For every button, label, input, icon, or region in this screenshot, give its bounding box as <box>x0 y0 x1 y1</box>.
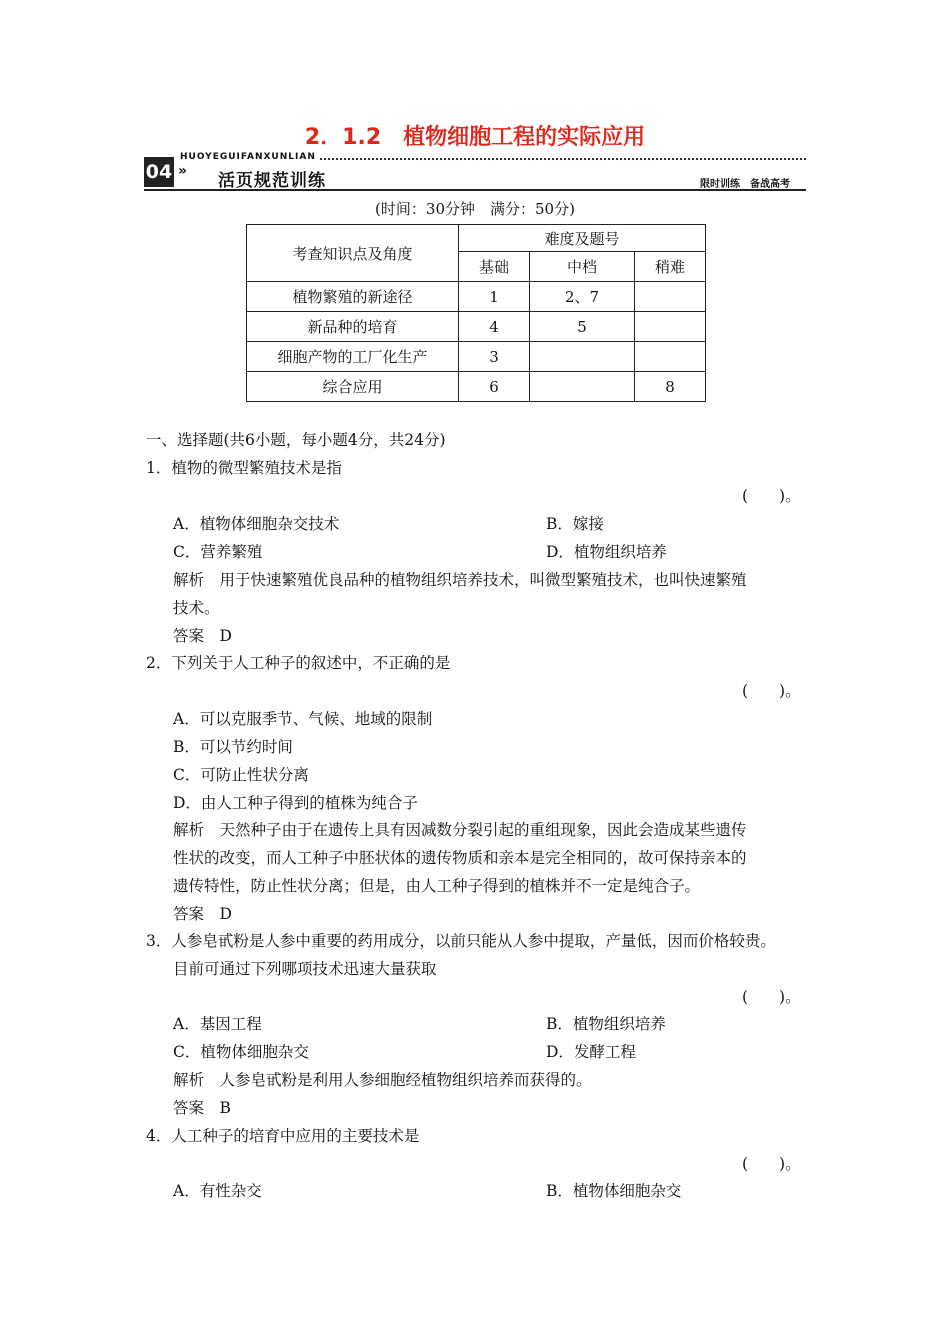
q1-answer: 答案 D <box>173 627 232 645</box>
table-cell-basic: 6 <box>459 372 530 402</box>
q2-answer: 答案 D <box>173 905 232 923</box>
table-row <box>247 342 706 372</box>
q4-option-a: A．有性杂交 <box>173 1182 262 1200</box>
table-cell-medium <box>530 342 635 372</box>
q3-option-c: C．植物体细胞杂交 <box>173 1043 309 1061</box>
banner-slogan: 限时训练 备战高考 <box>700 179 790 190</box>
q3-option-a: A．基因工程 <box>173 1015 262 1033</box>
q1-option-a: A．植物体细胞杂交技术 <box>173 515 340 533</box>
q2-option-b: B．可以节约时间 <box>173 738 293 756</box>
table-cell-topic: 综合应用 <box>247 372 459 402</box>
q4-option-b: B．植物体细胞杂交 <box>546 1182 682 1200</box>
section-title: 一、选择题(共6小题，每小题4分，共24分) <box>146 431 446 449</box>
subheader-basic: 基础 <box>459 252 530 282</box>
subheader-medium: 中档 <box>530 252 635 282</box>
header-difficulty: 难度及题号 <box>459 225 706 252</box>
page-title: 2．1.2 植物细胞工程的实际应用 <box>304 125 646 150</box>
q3-stem: 3．人参皂甙粉是人参中重要的药用成分，以前只能从人参中提取，产量低，因而价格较贵。 <box>146 932 776 950</box>
q2-answer-blank: ( )。 <box>742 682 801 700</box>
q3-answer: 答案 B <box>173 1099 231 1117</box>
banner-number: 04 <box>144 157 174 187</box>
table-cell-basic: 1 <box>459 282 530 312</box>
q3-option-d: D．发酵工程 <box>546 1043 636 1061</box>
banner-dotted-rule <box>320 158 806 160</box>
subheader-hard: 稍难 <box>635 252 706 282</box>
table-cell-medium: 2、7 <box>530 282 635 312</box>
time-score-info: (时间：30分钟 满分：50分) <box>375 200 575 218</box>
q2-analysis-cont: 性状的改变，而人工种子中胚状体的遗传物质和亲本是完全相同的，故可保持亲本的 <box>173 849 747 867</box>
q3-stem-cont: 目前可通过下列哪项技术迅速大量获取 <box>173 960 437 978</box>
banner-arrow-icon: » <box>178 163 188 179</box>
table-cell-basic: 4 <box>459 312 530 342</box>
table-row <box>247 282 706 312</box>
banner-rule <box>144 189 806 191</box>
table-cell-hard <box>635 312 706 342</box>
header-topic: 考查知识点及角度 <box>247 225 459 282</box>
q2-analysis: 解析 天然种子由于在遗传上具有因减数分裂引起的重组现象，因此会造成某些遗传 <box>173 821 747 839</box>
q4-answer-blank: ( )。 <box>742 1155 801 1173</box>
table-row <box>247 372 706 402</box>
q3-analysis: 解析 人参皂甙粉是利用人参细胞经植物组织培养而获得的。 <box>173 1071 592 1089</box>
q1-answer-blank: ( )。 <box>742 487 801 505</box>
q2-option-d: D．由人工种子得到的植株为纯合子 <box>173 794 418 812</box>
q1-option-c: C．营养繁殖 <box>173 543 263 561</box>
q1-stem: 1．植物的微型繁殖技术是指 <box>146 459 342 477</box>
table-cell-medium <box>530 372 635 402</box>
q3-answer-blank: ( )。 <box>742 988 801 1006</box>
table-cell-hard: 8 <box>635 372 706 402</box>
table-header-row <box>247 225 706 252</box>
table-cell-hard <box>635 282 706 312</box>
q1-option-b: B．嫁接 <box>546 515 604 533</box>
table-cell-topic: 细胞产物的工厂化生产 <box>247 342 459 372</box>
banner-pinyin: HUOYEGUIFANXUNLIAN <box>180 152 316 162</box>
q3-option-b: B．植物组织培养 <box>546 1015 666 1033</box>
table-cell-hard <box>635 342 706 372</box>
table-cell-basic: 3 <box>459 342 530 372</box>
q2-stem: 2．下列关于人工种子的叙述中，不正确的是 <box>146 654 451 672</box>
table-cell-medium: 5 <box>530 312 635 342</box>
q1-analysis-cont: 技术。 <box>173 599 220 617</box>
q1-option-d: D．植物组织培养 <box>546 543 667 561</box>
knowledge-table <box>246 224 706 402</box>
q4-stem: 4．人工种子的培育中应用的主要技术是 <box>146 1127 420 1145</box>
table-row <box>247 312 706 342</box>
q2-option-a: A．可以克服季节、气候、地域的限制 <box>173 710 433 728</box>
q1-analysis: 解析 用于快速繁殖优良品种的植物组织培养技术，叫微型繁殖技术，也叫快速繁殖 <box>173 571 747 589</box>
table-cell-topic: 新品种的培育 <box>247 312 459 342</box>
q2-analysis-cont: 遗传特性，防止性状分离；但是，由人工种子得到的植株并不一定是纯合子。 <box>173 877 701 895</box>
table-cell-topic: 植物繁殖的新途径 <box>247 282 459 312</box>
banner-name: 活页规范训练 <box>218 171 326 191</box>
q2-option-c: C．可防止性状分离 <box>173 766 309 784</box>
